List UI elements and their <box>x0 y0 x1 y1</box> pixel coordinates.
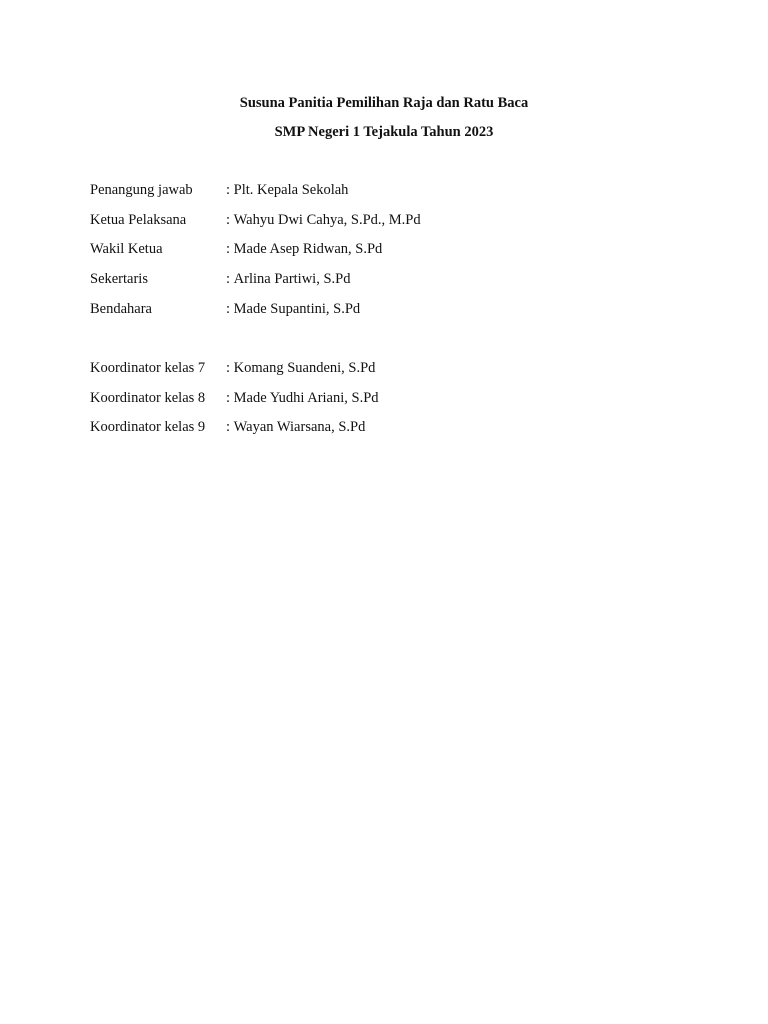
separator: : <box>226 211 234 228</box>
separator: : <box>226 360 234 376</box>
coordinator-list <box>90 359 690 448</box>
separator: : <box>226 182 234 198</box>
member-name: Komang Suandeni, S.Pd <box>233 360 376 376</box>
committee-row <box>90 270 690 300</box>
committee-row <box>90 240 690 270</box>
role-label: Koordinator kelas 8 <box>90 389 206 406</box>
committee-row <box>90 300 690 330</box>
role-label: Koordinator kelas 7 <box>90 360 206 376</box>
separator: : <box>226 300 234 317</box>
member-name: Arlina Partiwi, S.Pd <box>233 271 351 288</box>
separator: : <box>226 271 234 288</box>
document-subtitle: SMP Negeri 1 Tejakula Tahun 2023 <box>274 124 494 140</box>
role-label: Ketua Pelaksana <box>90 211 187 228</box>
member-name: Made Asep Ridwan, S.Pd <box>233 241 383 258</box>
member-name: Wahyu Dwi Cahya, S.Pd., M.Pd <box>233 211 421 228</box>
committee-row <box>90 211 690 241</box>
member-name: Wayan Wiarsana, S.Pd <box>233 419 366 436</box>
role-label: Sekertaris <box>90 271 148 288</box>
role-label: Bendahara <box>90 300 152 317</box>
committee-list <box>90 181 690 329</box>
role-label: Wakil Ketua <box>90 241 163 258</box>
member-name: Made Yudhi Ariani, S.Pd <box>233 389 379 406</box>
separator: : <box>226 389 234 406</box>
separator: : <box>226 241 234 258</box>
member-name: Made Supantini, S.Pd <box>233 300 361 317</box>
coordinator-row <box>90 418 690 448</box>
committee-row <box>90 181 690 211</box>
separator: : <box>226 419 234 436</box>
role-label: Penangung jawab <box>90 182 193 198</box>
document-title: Susuna Panitia Pemilihan Raja dan Ratu Baca <box>239 95 529 111</box>
coordinator-row <box>90 389 690 419</box>
coordinator-row <box>90 359 690 389</box>
member-name: Plt. Kepala Sekolah <box>233 182 349 198</box>
role-label: Koordinator kelas 9 <box>90 419 206 436</box>
